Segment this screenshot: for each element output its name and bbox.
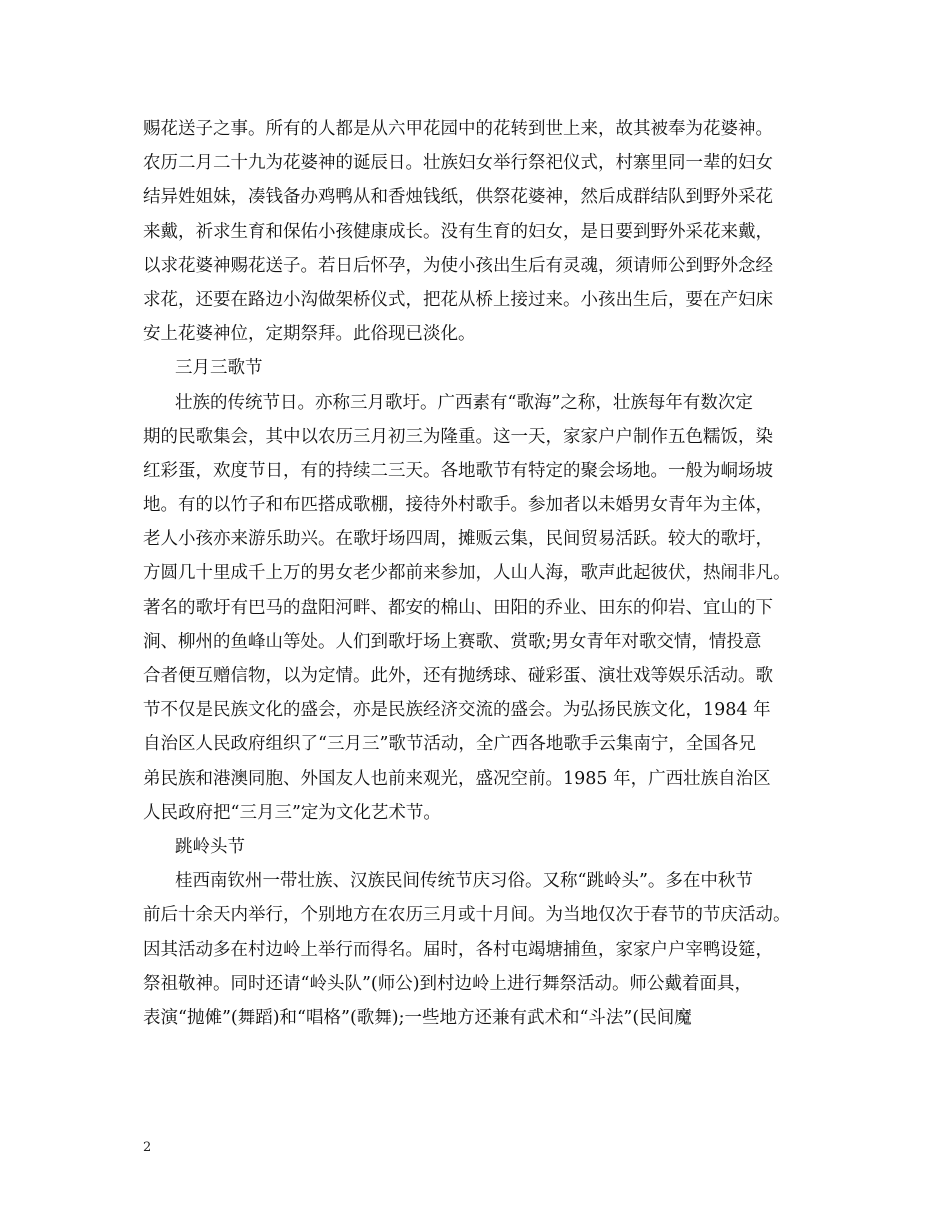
body-text: [143, 112, 833, 1035]
text-line: 著名的歌圩有巴马的盘阳河畔、都安的棉山、田阳的乔业、田东的仰岩、宜山的下: [143, 597, 773, 618]
text-line: 方圆几十里成千上万的男女老少都前来参加，人山人海，歌声此起彼伏，热闹非凡。: [143, 563, 791, 584]
text-line: 因其活动多在村边岭上举行而得名。届时，各村屯竭塘捕鱼，家家户户宰鸭设筵，: [143, 939, 773, 960]
text-line: 以求花婆神赐花送子。若日后怀孕，为使小孩出生后有灵魂，须请师公到野外念经: [143, 255, 773, 276]
text-line: 人民政府把“三月三”定为文化艺术节。: [143, 802, 441, 823]
text-line: 合者便互赠信物，以为定情。此外，还有抛绣球、碰彩蛋、演壮戏等娱乐活动。歌: [143, 666, 773, 686]
text-line: 红彩蛋，欢度节日，有的持续二三天。各地歌节有特定的聚会场地。一般为峒场坡: [143, 460, 773, 481]
text-line: 三月三歌节: [175, 358, 263, 379]
text-line: 表演“抛傩”(舞蹈)和“唱格”(歌舞);一些地方还兼有武术和“斗法”(民间魔: [143, 1007, 692, 1028]
text-line: 结异姓姐妹，凑钱备办鸡鸭从和香烛钱纸，供祭花婆神，然后成群结队到野外采花: [143, 187, 773, 208]
text-line: 前后十余天内举行，个别地方在农历三月或十月间。为当地仅次于春节的节庆活动。: [143, 905, 791, 926]
text-line: 赐花送子之事。所有的人都是从六甲花园中的花转到世上来，故其被奉为花婆神。: [143, 119, 773, 139]
text-line: 求花，还要在路边小沟做架桥仪式，把花从桥上接过来。小孩出生后，要在产妇床: [143, 289, 773, 310]
text-line: 弟民族和港澳同胞、外国友人也前来观光，盛况空前。1985 年，广西壮族自治区: [143, 768, 771, 789]
text-line: 地。有的以竹子和布匹搭成歌棚，接待外村歌手。参加者以未婚男女青年为主体，: [143, 495, 773, 516]
text-line: 壮族的传统节日。亦称三月歌圩。广西素有“歌海”之称，壮族每年有数次定: [175, 392, 753, 413]
text-line: 跳岭头节: [175, 836, 245, 857]
text-line: 节不仅是民族文化的盛会，亦是民族经济交流的盛会。为弘扬民族文化，1984 年: [143, 700, 771, 721]
text-line: 祭祖敬神。同时还请“岭头队”(师公)到村边岭上进行舞祭活动。师公戴着面具，: [143, 973, 753, 994]
text-line: 自治区人民政府组织了“三月三”歌节活动，全广西各地歌手云集南宁，全国各兄: [143, 734, 756, 755]
text-line: 老人小孩亦来游乐助兴。在歌圩场四周，摊贩云集，民间贸易活跃。较大的歌圩，: [143, 529, 773, 550]
page-number: 2: [143, 1140, 152, 1155]
text-line: 期的民歌集会，其中以农历三月初三为隆重。这一天，家家户户制作五色糯饭，染: [143, 426, 773, 447]
text-line: 安上花婆神位，定期祭拜。此俗现已淡化。: [143, 324, 476, 345]
text-line: 桂西南钦州一带壮族、汉族民间传统节庆习俗。又称“跳岭头”。多在中秋节: [175, 871, 753, 892]
text-line: 涧、柳州的鱼峰山等处。人们到歌圩场上赛歌、赏歌;男女青年对歌交情，情投意: [143, 631, 762, 652]
text-line: 农历二月二十九为花婆神的诞辰日。壮族妇女举行祭祀仪式，村寨里同一辈的妇女: [143, 153, 773, 174]
text-line: 来戴，祈求生育和保佑小孩健康成长。没有生育的妇女，是日要到野外采花来戴，: [143, 221, 773, 242]
